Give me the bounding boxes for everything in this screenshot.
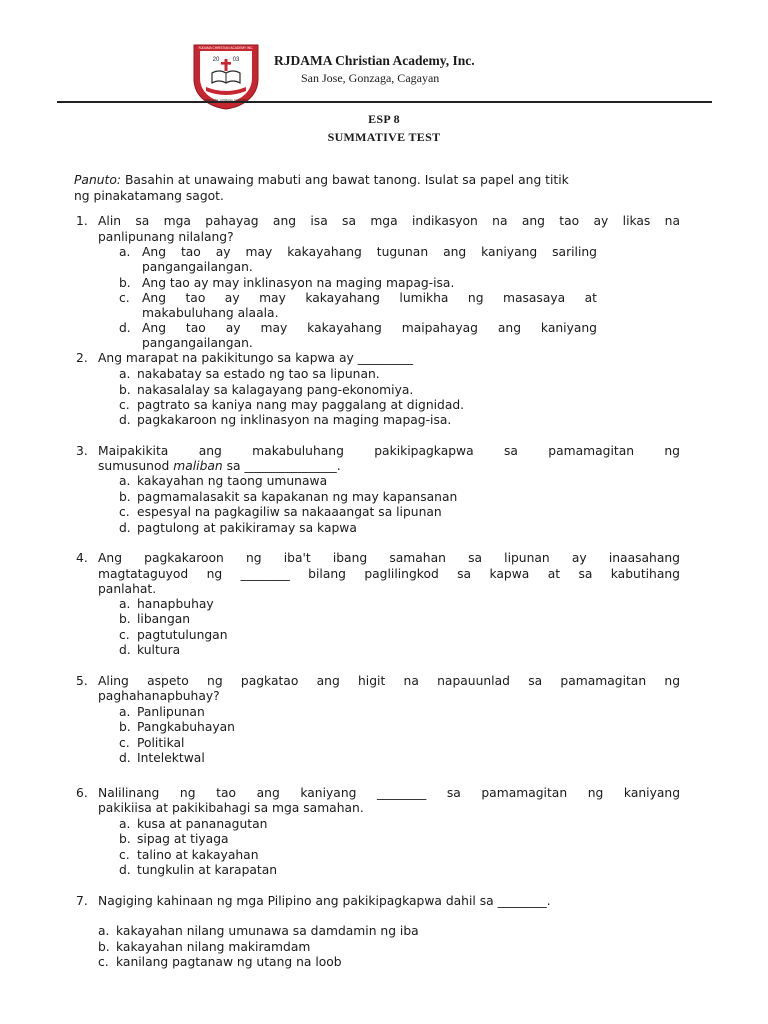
q1-choice-c-2: makabuluhang alaala. xyxy=(142,306,279,320)
header-divider xyxy=(57,101,712,103)
question-4-text-2: magtataguyod ng ________ bilang paglilingkod sa kapwa at sa kabutihang xyxy=(98,567,680,581)
instructions-label: Panuto: xyxy=(74,173,122,187)
q1-choice-a-2: pangangailangan. xyxy=(142,260,253,274)
q1-choice-a: Ang tao ay may kakayahang tugunan ang kaniyang sariling xyxy=(142,245,597,259)
q7-choice-c-letter: c. xyxy=(98,955,109,969)
q1-choice-b-letter: b. xyxy=(119,276,131,290)
question-7-number: 7. xyxy=(76,894,88,908)
q6-choice-b-letter: b. xyxy=(119,832,131,846)
q1-choice-a-letter: a. xyxy=(119,245,131,259)
q3-choice-b: pagmamalasakit sa kapakanan ng may kapansanan xyxy=(137,490,458,504)
q6-choice-c: talino at kakayahan xyxy=(137,848,259,862)
q3-choice-d-letter: d. xyxy=(119,521,131,535)
q4-choice-a-letter: a. xyxy=(119,597,131,611)
q6-choice-c-letter: c. xyxy=(119,848,130,862)
school-name: RJDAMA Christian Academy, Inc. xyxy=(274,53,475,68)
q2-choice-c-letter: c. xyxy=(119,398,130,412)
question-4-number: 4. xyxy=(76,551,88,565)
question-1-number: 1. xyxy=(76,214,88,228)
question-3-number: 3. xyxy=(76,444,88,458)
q5-choice-a-letter: a. xyxy=(119,705,131,719)
q6-choice-d-letter: d. xyxy=(119,863,131,877)
instructions-line-1 xyxy=(74,173,679,188)
question-3-text: Maipakikita ang makabuluhang pakikipagkapwa sa pamamagitan ng xyxy=(98,444,680,458)
question-7-text: Nagiging kahinaan ng mga Pilipino ang pakikipagkapwa dahil sa ________. xyxy=(98,894,551,908)
q1-choice-c-letter: c. xyxy=(119,291,130,305)
q3-choice-b-letter: b. xyxy=(119,490,131,504)
q1-choice-d-2: pangangailangan. xyxy=(142,336,253,350)
q3-choice-d: pagtulong at pakikiramay sa kapwa xyxy=(137,521,357,535)
q3-choice-c: espesyal na pagkagiliw sa nakaaangat sa lipunan xyxy=(137,505,442,519)
q7-choice-b: kakayahan nilang makiramdam xyxy=(116,940,311,954)
school-address: San Jose, Gonzaga, Cagayan xyxy=(301,71,440,85)
q5-choice-b-letter: b. xyxy=(119,720,131,734)
q7-choice-a: kakayahan nilang umunawa sa damdamin ng iba xyxy=(116,924,419,938)
question-5-number: 5. xyxy=(76,674,88,688)
q1-choice-d: Ang tao ay may kakayahang maipahayag ang kaniyang xyxy=(142,321,597,335)
question-6-number: 6. xyxy=(76,786,88,800)
instructions-text: Basahin at unawaing mabuti ang bawat tanong. Isulat sa papel ang titik xyxy=(121,173,569,187)
test-title: SUMMATIVE TEST xyxy=(327,130,441,144)
q5-choice-c: Politikal xyxy=(137,736,185,750)
q1-choice-c: Ang tao ay may kakayahang lumikha ng masasaya at xyxy=(142,291,597,305)
q4-choice-d-letter: d. xyxy=(119,643,131,657)
q5-choice-b: Pangkabuhayan xyxy=(137,720,235,734)
question-4-text: Ang pagkakaroon ng iba't ibang samahan sa lipunan ay inaasahang xyxy=(98,551,680,565)
q3-choice-c-letter: c. xyxy=(119,505,130,519)
q6-choice-a: kusa at pananagutan xyxy=(137,817,268,831)
question-6-text-2: pakikiisa at pakikibahagi sa mga samahan. xyxy=(98,801,364,815)
logo-book-icon xyxy=(212,71,240,83)
q7-choice-c: kanilang pagtanaw ng utang na loob xyxy=(116,955,342,969)
q3-choice-a-letter: a. xyxy=(119,474,131,488)
q5-choice-c-letter: c. xyxy=(119,736,130,750)
question-2-text: Ang marapat na pakikitungo sa kapwa ay _________ xyxy=(98,351,414,365)
q2-choice-a: nakabatay sa estado ng tao sa lipunan. xyxy=(137,367,380,381)
q1-choice-d-letter: d. xyxy=(119,321,131,335)
q4-choice-d: kultura xyxy=(137,643,181,657)
question-4-text-3: panlahat. xyxy=(98,582,157,596)
question-5-text: Aling aspeto ng pagkatao ang higit na napauunlad sa pamamagitan ng xyxy=(98,674,680,688)
question-1-text-2: panlipunang nilalang? xyxy=(98,230,234,244)
logo-year-left: 20 xyxy=(212,57,220,63)
q5-choice-a: Panlipunan xyxy=(137,705,205,719)
q2-choice-d: pagkakaroon ng inklinasyon na maging mapag-isa. xyxy=(137,413,452,427)
q4-choice-b-letter: b. xyxy=(119,612,131,626)
q6-choice-d: tungkulin at karapatan xyxy=(137,863,278,877)
q2-choice-a-letter: a. xyxy=(119,367,131,381)
logo-top-text: RJDAMA CHRISTIAN ACADEMY INC. xyxy=(198,46,254,50)
question-3-text-2: sumusunod maliban sa _______________. xyxy=(98,459,341,473)
q7-choice-a-letter: a. xyxy=(98,924,110,938)
q2-choice-d-letter: d. xyxy=(119,413,131,427)
q4-choice-a: hanapbuhay xyxy=(137,597,214,611)
q4-choice-c: pagtutulungan xyxy=(137,628,228,642)
q3-choice-a: kakayahan ng taong umunawa xyxy=(137,474,328,488)
question-6-text: Nalilinang ng tao ang kaniyang ________ sa pamamagitan ng kaniyang xyxy=(98,786,680,800)
instructions-line-2: ng pinakatamang sagot. xyxy=(74,189,224,203)
logo-year-right: 03 xyxy=(232,57,240,63)
question-1-text: Alin sa mga pahayag ang isa sa mga indikasyon na ang tao ay likas na xyxy=(98,214,680,228)
q6-choice-b: sipag at tiyaga xyxy=(137,832,229,846)
q1-choice-b: Ang tao ay may inklinasyon na maging mapag-isa. xyxy=(142,276,455,290)
q2-choice-c: pagtrato sa kaniya nang may paggalang at dignidad. xyxy=(137,398,465,412)
q2-choice-b-letter: b. xyxy=(119,383,131,397)
question-2-number: 2. xyxy=(76,351,88,365)
q5-choice-d: Intelektwal xyxy=(137,751,205,765)
question-3-emphasis: maliban xyxy=(173,459,223,473)
q7-choice-b-letter: b. xyxy=(98,940,110,954)
q6-choice-a-letter: a. xyxy=(119,817,131,831)
q4-choice-b: libangan xyxy=(137,612,191,626)
q2-choice-b: nakasalalay sa kalagayang pang-ekonomiya. xyxy=(137,383,414,397)
subject-title: ESP 8 xyxy=(368,112,400,126)
q4-choice-c-letter: c. xyxy=(119,628,130,642)
question-5-text-2: paghahanapbuhay? xyxy=(98,689,220,703)
q5-choice-d-letter: d. xyxy=(119,751,131,765)
